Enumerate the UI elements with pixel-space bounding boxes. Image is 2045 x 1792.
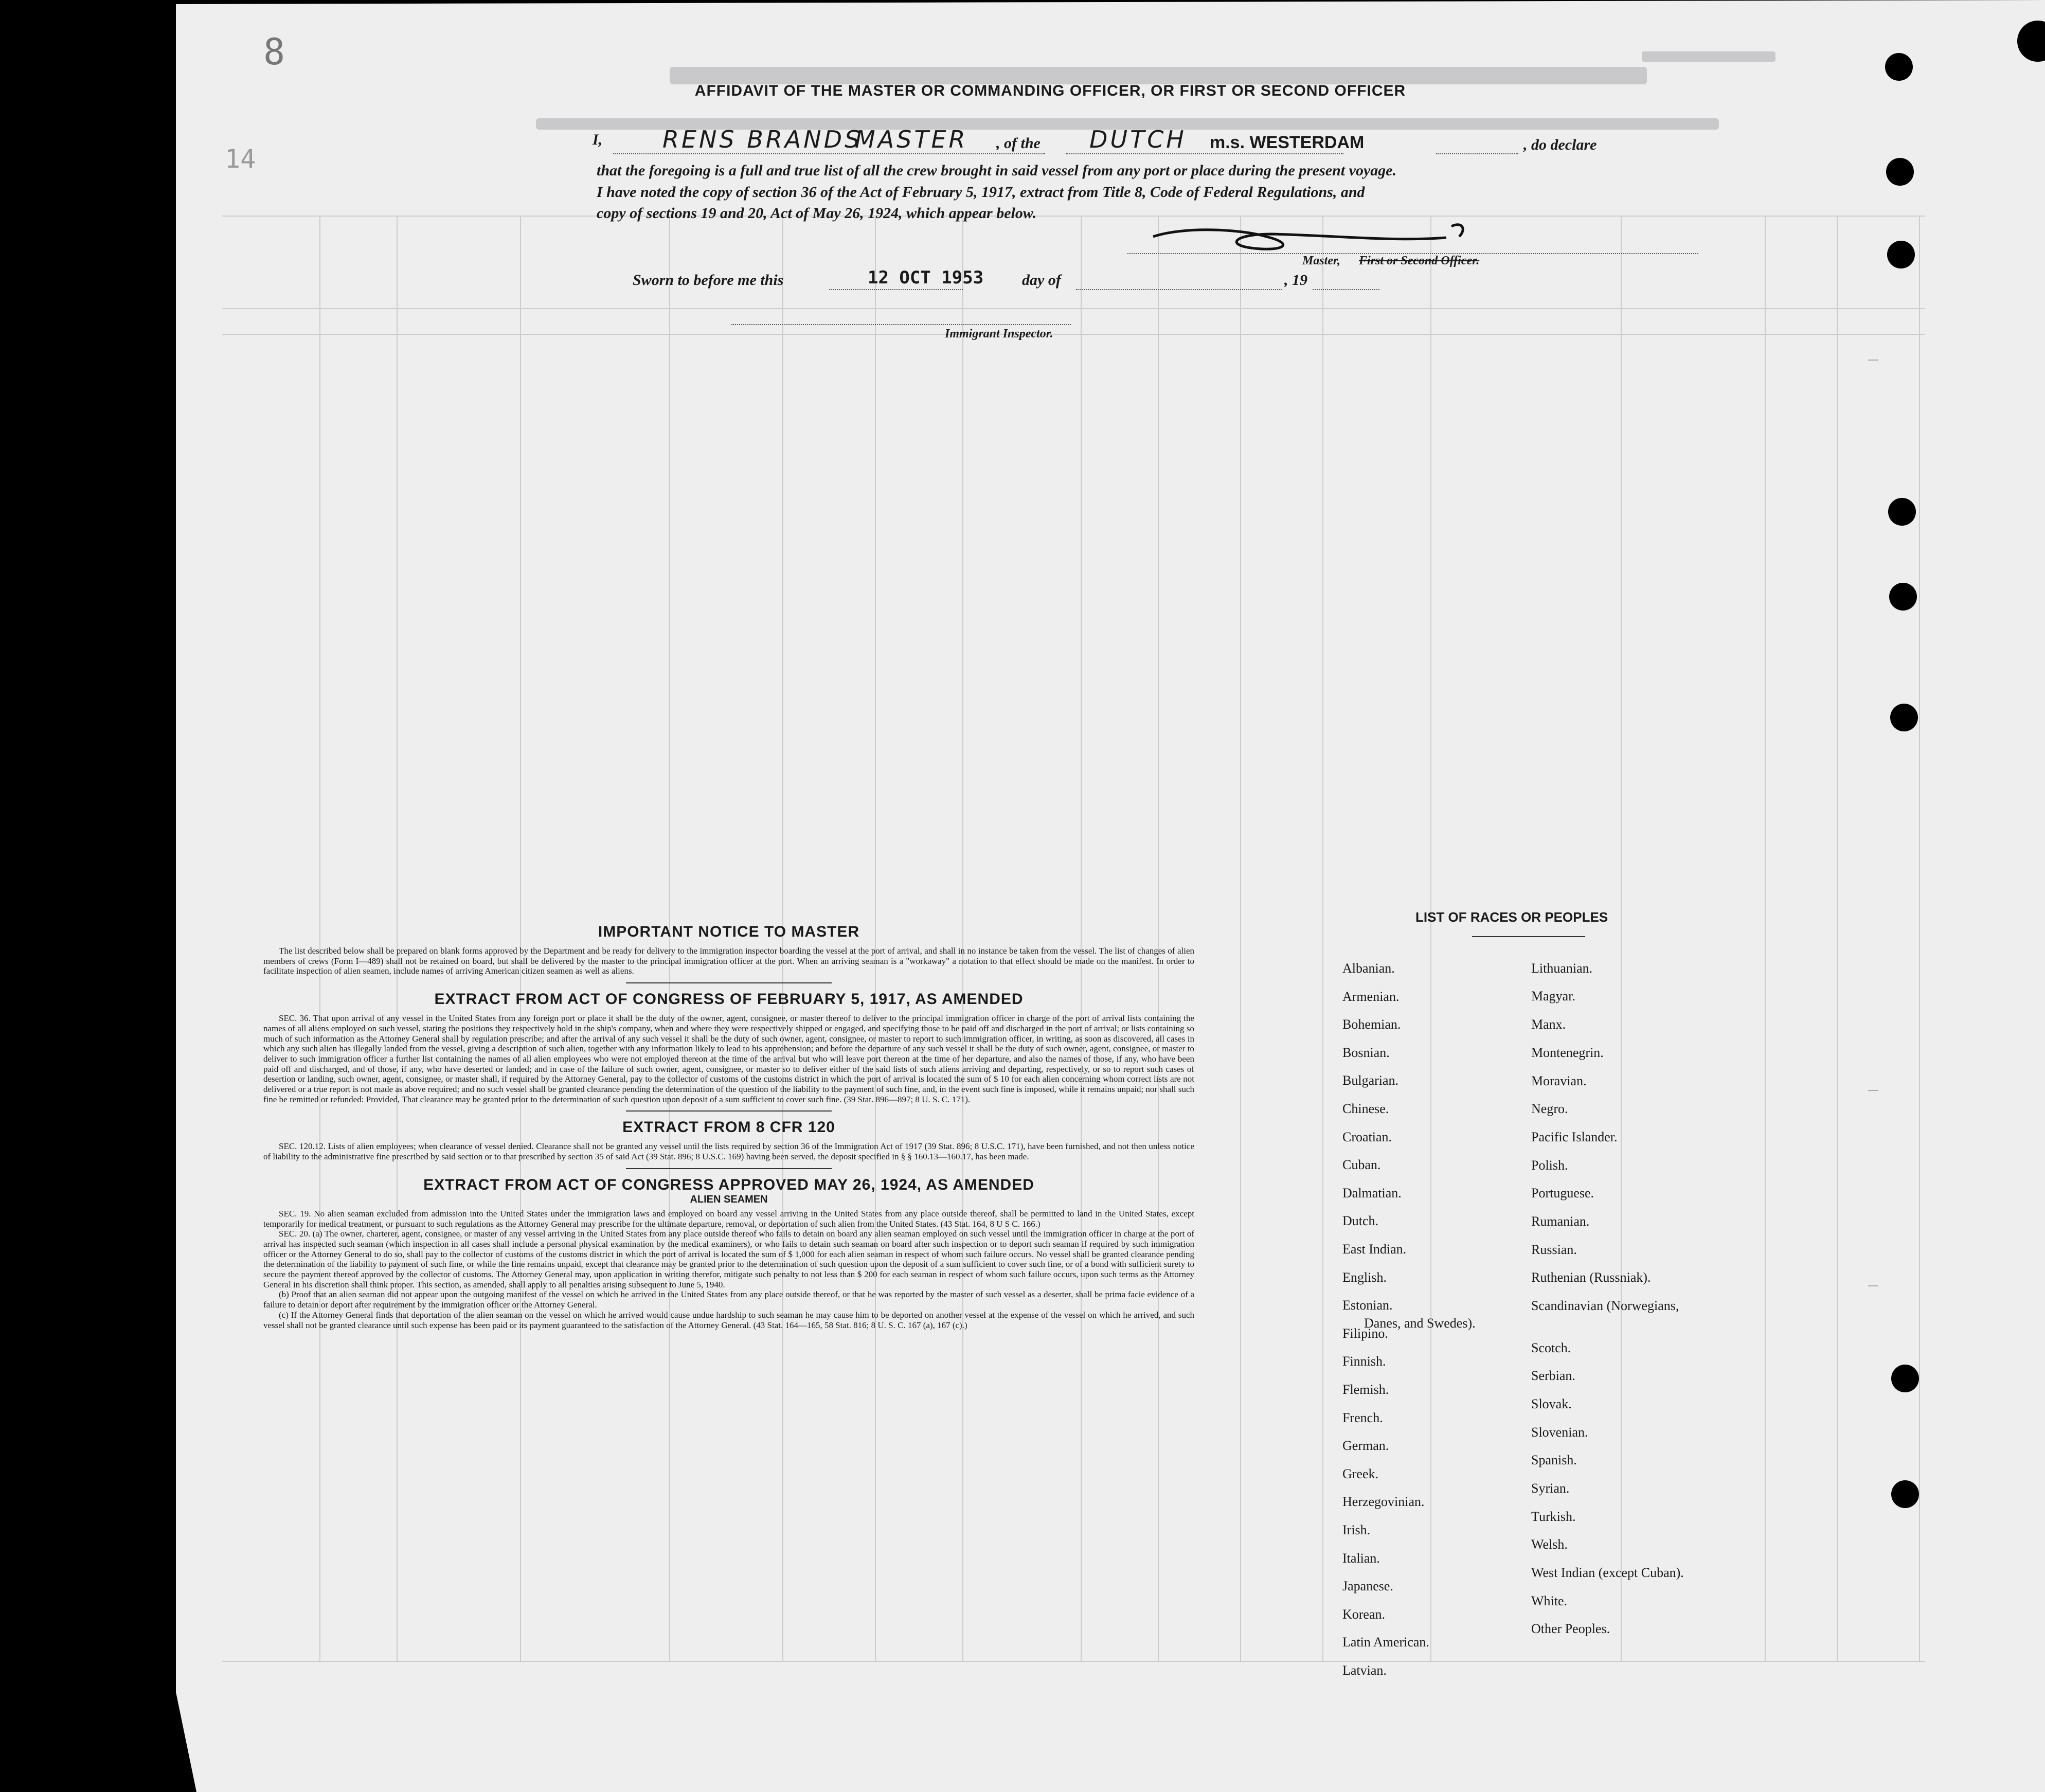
race-item: Lithuanian. [1531, 961, 1593, 976]
extract-1924-title: EXTRACT FROM ACT OF CONGRESS APPROVED MAY 26, 1924, AS AMENDED [423, 1176, 1034, 1193]
race-item: Montenegrin. [1531, 1045, 1604, 1060]
race-item: Filipino. [1342, 1325, 1388, 1341]
master-label: Master, [1302, 254, 1341, 267]
race-item: Japanese. [1342, 1579, 1393, 1594]
race-item: Dalmatian. [1342, 1185, 1402, 1200]
race-item: Russian. [1531, 1242, 1577, 1257]
struck-officer-label: First or Second Officer. [1359, 254, 1480, 267]
document-page [176, 0, 2045, 1792]
race-item: Latin American. [1342, 1635, 1429, 1650]
race-item: Scotch. [1531, 1340, 1571, 1355]
race-item: Syrian. [1531, 1481, 1570, 1496]
inspector-label: Immigrant Inspector. [945, 327, 1053, 341]
extract-cfr-title: EXTRACT FROM 8 CFR 120 [622, 1119, 835, 1136]
affidavit-pronoun: I, [593, 131, 603, 148]
race-item: Danes, and Swedes). [1364, 1316, 1476, 1331]
race-item: Manx. [1531, 1017, 1566, 1032]
race-item: Albanian. [1342, 961, 1395, 976]
race-item: Portuguese. [1531, 1186, 1594, 1200]
affidavit-text-4: copy of sections 19 and 20, Act of May 26, 1924, which appear below. [597, 205, 1037, 222]
race-item: French. [1342, 1410, 1383, 1425]
race-item: Greek. [1342, 1466, 1379, 1481]
race-item: Spanish. [1531, 1453, 1577, 1467]
sec20c-text: (c) If the Attorney General finds that deportation of the alien seaman on the vessel on which he arrived would cause undue hardship to such seaman he may cause him to be deported on another vessel at the expense of the vessel on which he arrived, and such vessel shall not be granted clearance until such expense has been paid or its payment guaranteed to the satisfaction of the Attorney General. (43 Stat. 164—165, 58 Stat. 816; 8 U. S. C. 167 (a), 167 (c).) [263, 1310, 1194, 1330]
race-item: Rumanian. [1531, 1214, 1590, 1229]
year-label: , 19 [1284, 272, 1307, 289]
race-item: Irish. [1342, 1522, 1371, 1537]
day-of-label: day of [1022, 272, 1061, 289]
races-title: LIST OF RACES OR PEOPLES [1415, 909, 1608, 925]
handwritten-name: RENS BRANDS [662, 126, 863, 153]
sec20a-text: SEC. 20. (a) The owner, charterer, agent, consignee, or master of any vessel arriving in the United States from any place outside thereof who fails to detain on board any alien seaman employed on such vessel until the immigration officer in charge at the port of arrival has inspected such seaman (which inspection in all cases shall include a personal physical examination by the medical examiners), or who fails to detain such seaman on board after such inspection or to deport such seaman if required by such immigration officer or the Attorney General to do so, shall pay to the collector of customs of the customs district in which the port of arrival is located the sum of $ 1,000 for each alien seaman in respect of whom such failure occurs. No vessel shall be granted clearance pending the determination of the liability to payment of such fine, or while the fine remains unpaid, except that clearance may be granted prior to the determination of such question upon the deposit of a sum sufficient to cover such fine, or of a bond with sufficient surety to secure the payment thereof approved by the collector of customs. The Attorney General may, upon application in writing therefor, mitigate such penalty to not less than $ 200 for each seaman in respect of whom such failure occurs, upon such terms as the Attorney General in his discretion shall think proper. This section, as amended, shall apply to all penalties arising subsequent to June 5, 1940. [263, 1229, 1194, 1289]
race-item: Turkish. [1531, 1509, 1576, 1524]
race-item: Finnish. [1342, 1354, 1386, 1369]
race-item: Welsh. [1531, 1537, 1568, 1552]
extract-1917-title: EXTRACT FROM ACT OF CONGRESS OF FEBRUARY 5, 1917, AS AMENDED [434, 991, 1024, 1008]
race-item: Ruthenian (Russniak). [1531, 1270, 1651, 1285]
race-item: Bosnian. [1342, 1045, 1390, 1060]
race-item: Dutch. [1342, 1213, 1379, 1229]
race-item: Korean. [1342, 1606, 1386, 1622]
race-item: Scandinavian (Norwegians, [1531, 1298, 1679, 1313]
sworn-date-stamp: 12 OCT 1953 [868, 267, 984, 288]
race-item: Polish. [1531, 1158, 1568, 1173]
race-item: Cuban. [1342, 1157, 1381, 1173]
race-item: East Indian. [1342, 1242, 1407, 1257]
handwritten-nationality: DUTCH [1089, 126, 1187, 153]
race-item: West Indian (except Cuban). [1531, 1565, 1684, 1580]
extract-1917-text: SEC. 36. That upon arrival of any vessel in the United States from any foreign port or place it shall be the duty of the owner, agent, consignee, or master thereof to deliver to the principal immigration officer in charge of the port of arrival lists containing the names of all aliens employed on such vessel, stating the positions they respectively hold in the ship's company, when and where they were respectively shipped or engaged, and specifying those to be paid off and discharged in the port of arrival; or lists containing so much of such information as the Attorney General shall by regulation prescribe; and after the arrival of any such vessel it shall be the duty of such owner, agent, consignee, or master to report to such immigration officer, in writing, as soon as discovered, all cases in which any such alien has illegally landed from the vessel, giving a description of such alien, together with any information likely to lead to his apprehension; and before the departure of any such vessel it shall be the duty of such owner, agent, consignee, or master to deliver to such immigration officer a further list containing the names of all alien employees who were not employed thereon at the time of the arrival but who will leave port thereon at the time of her departure, and also the names of those, if any, who have been paid off and discharged, and of those, if any, who have deserted or landed; and in case of the failure of such owner, agent, consignee, or master so to deliver either of the said lists of such aliens arriving and departing, respectively, or so to report such cases of desertion or landing, such owner, agent, consignee, or master shall, if required by the Attorney General, pay to the collector of customs of the customs district in which the port of arrival is located the sum of $ 10 for each alien concerning whom correct lists are not delivered or a true report is not made as above required; and no such vessel shall be granted clearance pending the determination of the question of the liability to the payment of such fine, and, in the event such fine is imposed, while it remains unpaid; nor shall such fine be remitted or refunded: Provided, That clearance may be granted prior to the determination of such question upon deposit of a sum sufficient to cover such fine. (39 Stat. 896—897; 8 U. S. C. 171). [263, 1013, 1194, 1104]
handwritten-rank: MASTER [855, 126, 968, 153]
do-declare-label: , do declare [1523, 136, 1597, 153]
sec20b-text: (b) Proof that an alien seaman did not appear upon the outgoing manifest of the vessel on which he arrived in the United States from any place outside thereof, or that he was reported by the master of such vessel as a deserter, shall be prima facie evidence of a failure to detain or deport after requirement by the immigration officer or the Attorney General. [263, 1289, 1194, 1310]
race-item: English. [1342, 1269, 1387, 1285]
race-item: Magyar. [1531, 989, 1575, 1003]
extract-cfr-text: SEC. 120.12. Lists of alien employees; when clearance of vessel denied. Clearance shall not be granted any vessel until the lists required by section 36 of the Immigration Act of 1917 (39 Stat. 896; 8 U.S.C. 171), have been furnished, and not then unless notice of liability to the administrative fine prescribed by said section or to that prescribed by section 35 of said Act (39 Stat. 896; 8 U.S.C. 169) having been served, the deposit specified in § § 160.13—160.17, has been made. [263, 1141, 1194, 1162]
race-item: Latvian. [1342, 1663, 1387, 1678]
affidavit-text-2: that the foregoing is a full and true list of all the crew brought in said vessel from any port or place during the present voyage. [597, 162, 1397, 179]
race-item: Serbian. [1531, 1368, 1575, 1383]
legal-text-column [263, 923, 1194, 1330]
affidavit-text-3: I have noted the copy of section 36 of the Act of February 5, 1917, extract from Title 8, Code of Federal Regulations, and [597, 184, 1365, 201]
race-item: Bulgarian. [1342, 1073, 1399, 1088]
notice-title: IMPORTANT NOTICE TO MASTER [598, 923, 860, 940]
race-item: Croatian. [1342, 1129, 1392, 1144]
race-item: White. [1531, 1593, 1568, 1608]
race-item: Chinese. [1342, 1101, 1389, 1116]
sheet-number: 8 [263, 31, 285, 73]
sworn-label: Sworn to before me this [633, 272, 784, 289]
race-item: Flemish. [1342, 1382, 1389, 1397]
race-item: Estonian. [1342, 1298, 1393, 1313]
race-item: Moravian. [1531, 1073, 1587, 1088]
side-number: 14 [225, 144, 256, 174]
page-background [176, 0, 2045, 1792]
of-the-label: , of the [996, 135, 1041, 152]
race-item: Negro. [1531, 1101, 1568, 1116]
race-item: Pacific Islander. [1531, 1130, 1618, 1144]
vessel-name: m.s. WESTERDAM [1210, 133, 1365, 152]
race-item: Bohemian. [1342, 1017, 1401, 1032]
race-item: Italian. [1342, 1550, 1380, 1566]
race-item: Slovak. [1531, 1396, 1572, 1411]
race-item: Other Peoples. [1531, 1621, 1610, 1636]
sec19-text: SEC. 19. No alien seaman excluded from admission into the United States under the immigration laws and employed on board any vessel arriving in the United States from any place outside thereof, shall be permitted to land in the United States, except temporarily for medical treatment, or pursuant to such regulations as the Attorney General may prescribe for the ultimate departure, removal, or deportation of such alien from the United States. (43 Stat. 164, 8 U S C. 166.) [263, 1208, 1194, 1229]
race-item: Slovenian. [1531, 1425, 1588, 1440]
affidavit-title: AFFIDAVIT OF THE MASTER OR COMMANDING OFFICER, OR FIRST OR SECOND OFFICER [694, 82, 1406, 99]
race-item: German. [1342, 1438, 1389, 1454]
race-item: Herzegovinian. [1342, 1494, 1425, 1510]
notice-text: The list described below shall be prepared on blank forms approved by the Department and be ready for delivery to the immigration inspector boarding the vessel at the port of arrival, and shall in no instance be taken from the vessel. The list of changes of alien members of crews (Form I—489) shall not be retained on board, but shall be delivered by the master to the principal immigration officer at the port. When an arriving seaman is a "workaway" a notation to that effect should be made on the manifest. In order to facilitate inspection of alien seamen, include names of arriving American citizen seamen as well as aliens. [263, 946, 1194, 976]
extract-1924-subtitle: ALIEN SEAMEN [690, 1193, 768, 1205]
race-item: Armenian. [1342, 989, 1400, 1004]
